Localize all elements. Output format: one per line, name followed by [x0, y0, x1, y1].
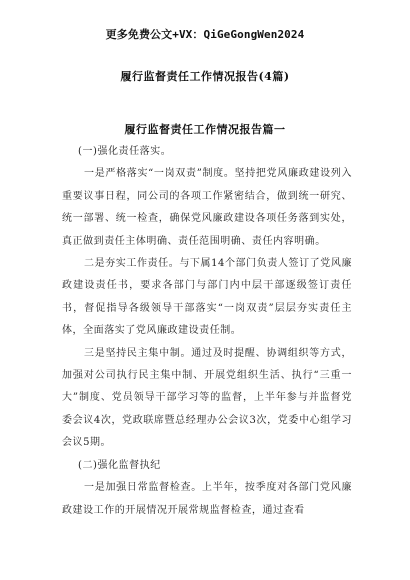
subheading-responsibility: (一)强化责任落实。: [78, 146, 172, 157]
document-title: 履行监督责任工作情况报告(4篇): [120, 70, 290, 83]
document-body: [62, 141, 352, 522]
paragraph: 三是坚持民主集中制。通过及时提醒、协调组织等方式，加强对公司执行民主集中制、开展党组织生活、执行“三重一大”制度、党员领导干部学习等的监督，上半年参与并监督党委会议4次，党政联席暨总经理办公会议3次，党委中心组学习会议5期。: [62, 347, 352, 449]
paragraph: 一是严格落实“一岗双责”制度。坚持把党风廉政建设列入重要议事日程，同公司的各项工作紧密结合，做到统一研究、统一部署、统一检查，确保党风廉政建设各项任务落到实处，真正做到责任主体明确、责任范围明确、责任内容明确。: [62, 168, 352, 247]
section-title: 履行监督责任工作情况报告篇一: [124, 123, 286, 136]
paragraph: 二是夯实工作责任。与下属14个部门负责人签订了党风廉政建设责任书，要求各部门与部门内中层干部逐级签订责任书，督促指导各级领导干部落实“一岗双责”层层夯实责任主体，全面落实了党风廉政建设责任制。: [62, 258, 352, 337]
subheading-supervision: (二)强化监督执纪: [78, 459, 161, 471]
promo-line: 更多免费公文+VX：QiGeGongWen2024: [105, 28, 305, 41]
paragraph: 一是加强日常监督检查。上半年，按季度对各部门党风廉政建设工作的开展情况开展常规监督检查，通过查看: [62, 482, 352, 516]
